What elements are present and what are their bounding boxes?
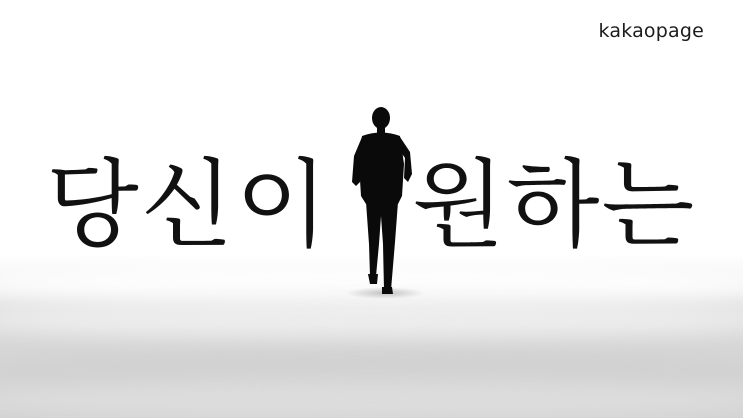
headline-left: 당신이 (46, 149, 331, 261)
headline-right: 원하는 (412, 149, 697, 261)
kakaopage-logo[interactable]: kakaopage (598, 20, 704, 42)
walking-man-silhouette (348, 104, 418, 298)
floor-haze (0, 300, 743, 340)
floor-haze (0, 380, 743, 418)
